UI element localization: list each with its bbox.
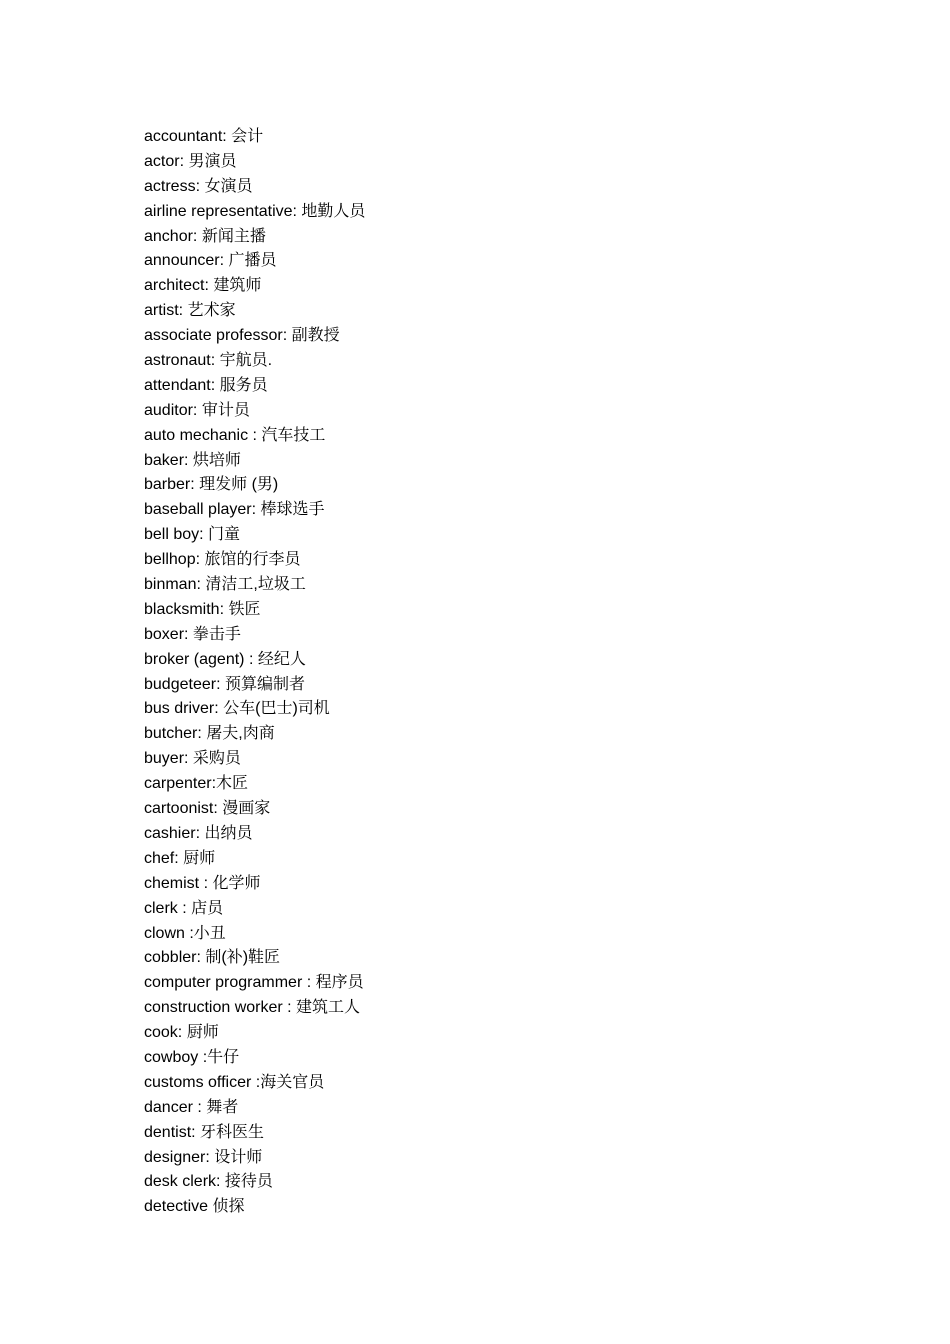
list-item: astronaut: 宇航员. <box>144 352 273 370</box>
list-item: actor: 男演员 <box>144 152 237 170</box>
list-item: bell boy: 门童 <box>144 526 241 544</box>
list-item: detective 侦探 <box>144 1198 245 1216</box>
list-item: clown :小丑 <box>144 924 226 942</box>
list-item: budgeteer: 预算编制者 <box>144 675 305 693</box>
list-item: attendant: 服务员 <box>144 376 268 394</box>
occupation-vocabulary-list <box>144 125 365 1220</box>
list-item: architect: 建筑师 <box>144 277 262 295</box>
list-item: cook: 厨师 <box>144 1024 219 1042</box>
list-item: chef: 厨师 <box>144 849 216 867</box>
list-item: binman: 清洁工,垃圾工 <box>144 576 306 594</box>
list-item: baseball player: 棒球选手 <box>144 501 325 519</box>
list-item: artist: 艺术家 <box>144 302 236 320</box>
list-item: airline representative: 地勤人员 <box>144 202 366 220</box>
list-item: cartoonist: 漫画家 <box>144 800 271 818</box>
list-item: baker: 烘培师 <box>144 451 241 469</box>
list-item: bellhop: 旅馆的行李员 <box>144 551 301 569</box>
list-item: clerk : 店员 <box>144 899 224 917</box>
list-item: associate professor: 副教授 <box>144 327 340 345</box>
list-item: boxer: 拳击手 <box>144 625 241 643</box>
list-item: accountant: 会计 <box>144 128 264 145</box>
list-item: customs officer :海关官员 <box>144 1073 325 1091</box>
list-item: barber: 理发师 (男) <box>144 476 279 494</box>
list-item: bus driver: 公车(巴士)司机 <box>144 700 330 718</box>
list-item: cashier: 出纳员 <box>144 824 253 842</box>
list-item: dentist: 牙科医生 <box>144 1123 265 1141</box>
list-item: announcer: 广播员 <box>144 252 277 270</box>
list-item: dancer : 舞者 <box>144 1098 239 1116</box>
list-item: cobbler: 制(补)鞋匠 <box>144 949 281 967</box>
list-item: construction worker : 建筑工人 <box>144 999 361 1017</box>
list-item: butcher: 屠夫,肉商 <box>144 725 275 743</box>
list-item: auto mechanic : 汽车技工 <box>144 426 326 444</box>
list-item: chemist : 化学师 <box>144 874 261 892</box>
list-item: broker (agent) : 经纪人 <box>144 650 306 668</box>
list-item: anchor: 新闻主播 <box>144 227 266 245</box>
list-item: actress: 女演员 <box>144 177 253 195</box>
list-item: carpenter:木匠 <box>144 775 249 793</box>
list-item: cowboy :牛仔 <box>144 1048 240 1066</box>
list-item: designer: 设计师 <box>144 1148 263 1166</box>
list-item: auditor: 审计员 <box>144 401 250 419</box>
list-item: computer programmer : 程序员 <box>144 974 364 992</box>
list-item: blacksmith: 铁匠 <box>144 600 261 618</box>
list-item: buyer: 采购员 <box>144 750 241 768</box>
list-item: desk clerk: 接待员 <box>144 1173 273 1191</box>
